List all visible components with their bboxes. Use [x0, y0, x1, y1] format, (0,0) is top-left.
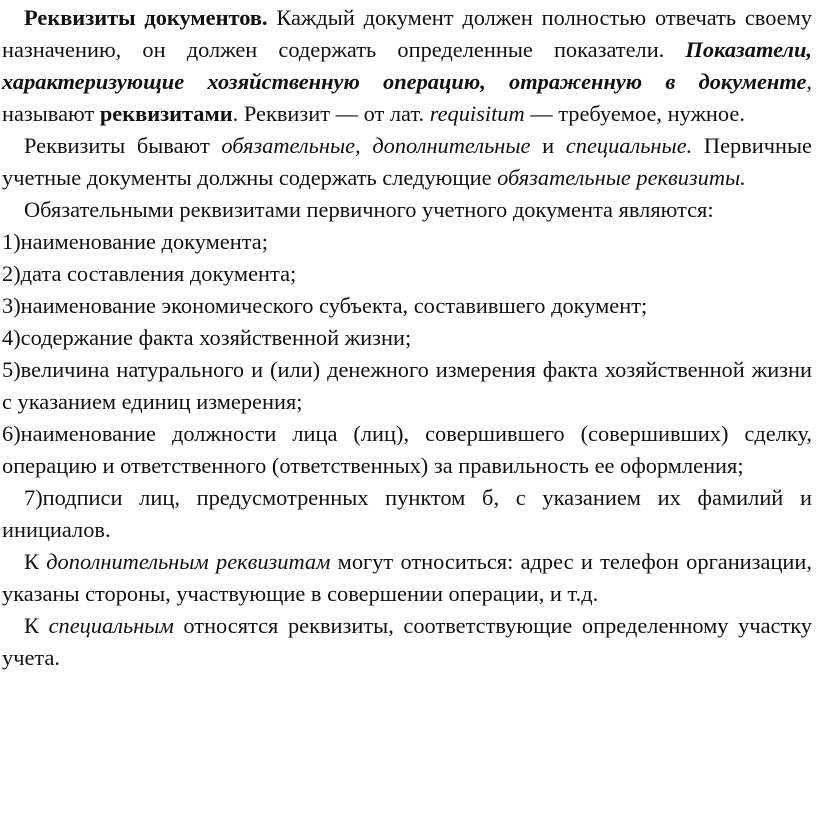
section-heading: Реквизиты документов.	[24, 5, 268, 30]
italic-term: специальные.	[565, 133, 693, 158]
list-item: 6)наименование должности лица (лиц), совершившего (совершивших) сделку, операцию и ответственного (ответственных) за правильность ее оформления;	[2, 421, 812, 478]
italic-term: обязательные реквизиты.	[497, 165, 746, 190]
latin-term: requisitum	[429, 101, 525, 126]
text-run: Реквизиты бывают	[24, 133, 222, 158]
list-item: 7)подписи лиц, предусмотренных пунктом б, с указанием их фамилий и инициалов.	[2, 485, 812, 542]
text-run: К	[24, 613, 49, 638]
text-run: и	[530, 133, 566, 158]
paragraph-list-intro: Обязательными реквизитами первичного учетного документа являются:	[24, 197, 714, 222]
text-run: относятся реквизиты, соответствующие определенному участку учета.	[2, 613, 812, 670]
text-run: Первичные учетные документы должны содержать следующие	[2, 133, 812, 190]
italic-term: обязательные, дополнительные	[221, 133, 531, 158]
text-run: К	[24, 549, 47, 574]
paragraph-additional-requisites	[2, 546, 812, 610]
text-run: . Реквизит — от лат.	[232, 101, 430, 126]
list-item: 2)дата составления документа;	[2, 261, 297, 286]
paragraph-requisite-types	[2, 130, 812, 194]
italic-term: специальным	[48, 613, 174, 638]
text-run: могут относиться: адрес и телефон организации, указаны стороны, участвующие в совершении операции, и т.д.	[2, 549, 812, 606]
paragraph-special-requisites	[2, 610, 812, 674]
list-item: 1)наименование документа;	[2, 229, 268, 254]
text-run: Каждый документ должен полностью отвечать своему назначению, он должен содержать определенные показатели.	[2, 5, 812, 62]
italic-term: дополнительным реквизитам	[46, 549, 331, 574]
text-run: , называют	[2, 69, 812, 126]
list-item: 5)величина натурального и (или) денежного измерения факта хозяйственной жизни с указанием единиц измерения;	[2, 357, 812, 414]
list-item: 4)содержание факта хозяйственной жизни;	[2, 325, 412, 350]
key-term: реквизитами	[99, 101, 233, 126]
text-run: — требуемое, нужное.	[524, 101, 745, 126]
list-item: 3)наименование экономического субъекта, составившего документ;	[2, 293, 648, 318]
paragraph-requisites-definition	[2, 2, 812, 130]
definition-term: Показатели, характеризующие хозяйственную операцию, отраженную в документе	[2, 37, 812, 94]
